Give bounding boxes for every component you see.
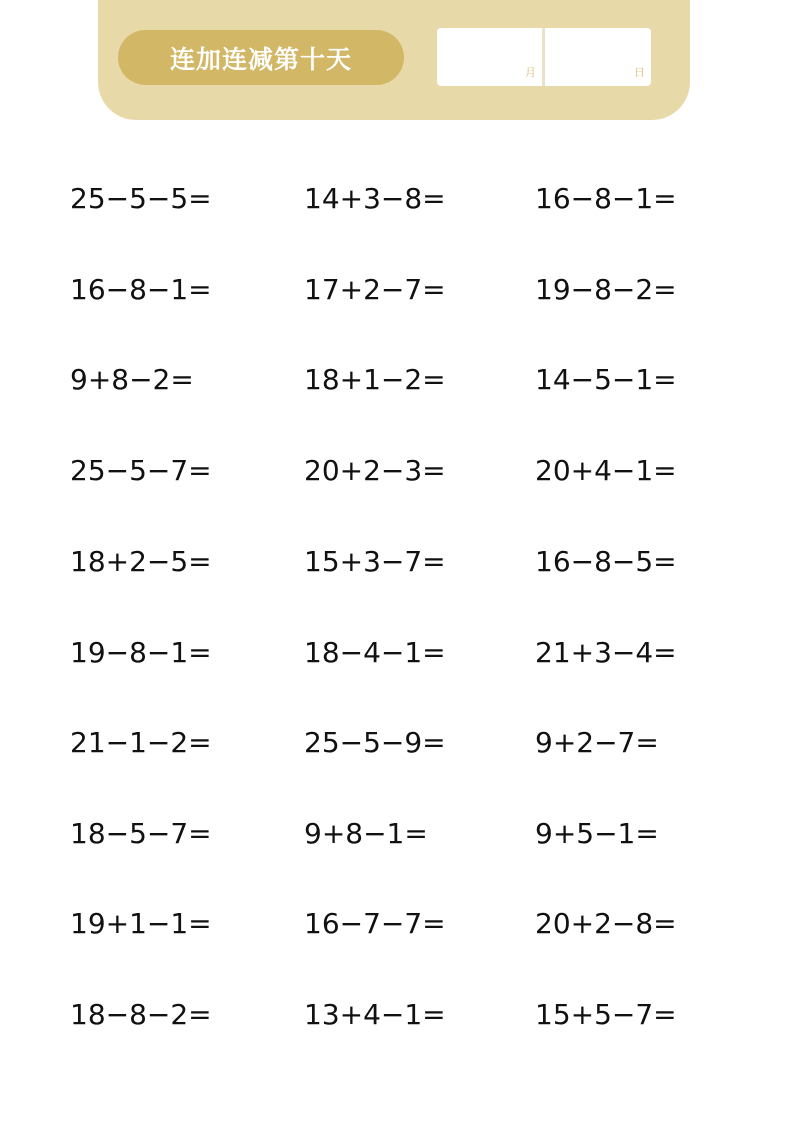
math-problem: 9+8−2= <box>70 363 194 396</box>
math-problem: 13+4−1= <box>304 998 446 1031</box>
math-problem: 16−8−1= <box>70 273 212 306</box>
math-problem: 19−8−1= <box>70 636 212 669</box>
math-problem: 14−5−1= <box>535 363 677 396</box>
worksheet-title: 连加连减第十天 <box>118 30 404 85</box>
math-problem: 19−8−2= <box>535 273 677 306</box>
math-problem: 25−5−9= <box>304 726 446 759</box>
math-problem: 19+1−1= <box>70 907 212 940</box>
math-problem: 18−4−1= <box>304 636 446 669</box>
math-problem: 9+2−7= <box>535 726 659 759</box>
math-problem: 18+1−2= <box>304 363 446 396</box>
day-label: 日 <box>634 66 645 79</box>
math-problem: 15+3−7= <box>304 545 446 578</box>
month-label: 月 <box>525 66 536 79</box>
math-problem: 21+3−4= <box>535 636 677 669</box>
math-problem: 18−5−7= <box>70 817 212 850</box>
math-problem: 25−5−7= <box>70 454 212 487</box>
math-problem: 20+2−8= <box>535 907 677 940</box>
math-problem: 17+2−7= <box>304 273 446 306</box>
math-problem: 14+3−8= <box>304 182 446 215</box>
math-problem: 16−8−5= <box>535 545 677 578</box>
math-problem: 9+8−1= <box>304 817 428 850</box>
math-problem: 16−7−7= <box>304 907 446 940</box>
math-problem: 18−8−2= <box>70 998 212 1031</box>
math-problem: 20+2−3= <box>304 454 446 487</box>
math-problem: 15+5−7= <box>535 998 677 1031</box>
math-problem: 25−5−5= <box>70 182 212 215</box>
math-problem: 16−8−1= <box>535 182 677 215</box>
math-problem: 21−1−2= <box>70 726 212 759</box>
month-field[interactable] <box>437 28 542 86</box>
math-problem: 20+4−1= <box>535 454 677 487</box>
math-problem: 18+2−5= <box>70 545 212 578</box>
day-field[interactable] <box>545 28 651 86</box>
math-problem: 9+5−1= <box>535 817 659 850</box>
